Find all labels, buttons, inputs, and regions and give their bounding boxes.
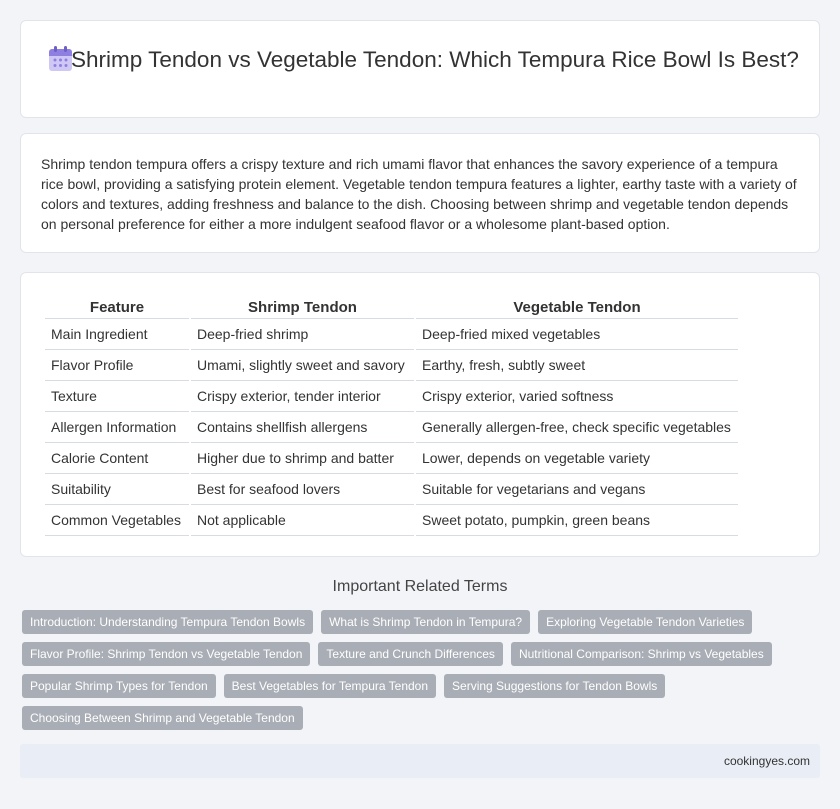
related-term-tag[interactable]: What is Shrimp Tendon in Tempura? — [321, 610, 530, 634]
table-cell: Earthy, fresh, subtly sweet — [416, 350, 738, 381]
table-cell: Main Ingredient — [45, 319, 189, 350]
column-header-shrimp: Shrimp Tendon — [191, 291, 414, 319]
intro-card — [20, 133, 820, 253]
table-cell: Best for seafood lovers — [191, 474, 414, 505]
table-cell: Texture — [45, 381, 189, 412]
related-term-tag[interactable]: Nutritional Comparison: Shrimp vs Vegetables — [511, 642, 772, 666]
related-term-tag[interactable]: Best Vegetables for Tempura Tendon — [224, 674, 436, 698]
intro-paragraph: Shrimp tendon tempura offers a crispy texture and rich umami flavor that enhances the savory experience of a tempura rice bowl, providing a satisfying protein element. Vegetable tendon tempura features a lighter, earthy taste with a variety of colors and textures, adding freshness and balance to the dish. Choosing between shrimp and vegetable tendon depends on personal preference for either a more indulgent seafood flavor or a wholesome plant-based option. — [41, 156, 797, 232]
table-row — [45, 350, 738, 381]
related-term-tag[interactable]: Exploring Vegetable Tendon Varieties — [538, 610, 752, 634]
table-header-row — [45, 291, 738, 319]
table-cell: Generally allergen-free, check specific vegetables — [416, 412, 738, 443]
table-row — [45, 474, 738, 505]
table-cell: Deep-fried shrimp — [191, 319, 414, 350]
table-cell: Crispy exterior, tender interior — [191, 381, 414, 412]
table-cell: Common Vegetables — [45, 505, 189, 536]
related-term-tag[interactable]: Popular Shrimp Types for Tendon — [22, 674, 216, 698]
footer-site-link[interactable]: cookingyes.com — [723, 754, 810, 768]
table-cell: Crispy exterior, varied softness — [416, 381, 738, 412]
table-cell: Flavor Profile — [45, 350, 189, 381]
table-cell: Umami, slightly sweet and savory — [191, 350, 414, 381]
related-terms-heading: Important Related Terms — [332, 578, 508, 595]
table-cell: Sweet potato, pumpkin, green beans — [416, 505, 738, 536]
table-row — [45, 319, 738, 350]
related-terms-list — [22, 610, 812, 730]
title-card — [20, 20, 820, 118]
page-title: Shrimp Tendon vs Vegetable Tendon: Which Tempura Rice Bowl Is Best? — [71, 47, 799, 72]
table-row — [45, 381, 738, 412]
column-header-vegetable: Vegetable Tendon — [416, 291, 738, 319]
table-cell: Allergen Information — [45, 412, 189, 443]
comparison-card — [20, 272, 820, 557]
table-row — [45, 443, 738, 474]
table-cell: Suitability — [45, 474, 189, 505]
table-row — [45, 412, 738, 443]
table-row — [45, 505, 738, 536]
related-term-tag[interactable]: Flavor Profile: Shrimp Tendon vs Vegetable Tendon — [22, 642, 310, 666]
footer — [20, 744, 820, 778]
related-term-tag[interactable]: Serving Suggestions for Tendon Bowls — [444, 674, 665, 698]
related-term-tag[interactable]: Texture and Crunch Differences — [318, 642, 503, 666]
table-cell: Lower, depends on vegetable variety — [416, 443, 738, 474]
table-cell: Contains shellfish allergens — [191, 412, 414, 443]
table-cell: Not applicable — [191, 505, 414, 536]
table-cell: Suitable for vegetarians and vegans — [416, 474, 738, 505]
table-cell: Calorie Content — [45, 443, 189, 474]
column-header-feature: Feature — [45, 291, 189, 319]
related-term-tag[interactable]: Choosing Between Shrimp and Vegetable Tendon — [22, 706, 303, 730]
related-term-tag[interactable]: Introduction: Understanding Tempura Tendon Bowls — [22, 610, 313, 634]
table-cell: Higher due to shrimp and batter — [191, 443, 414, 474]
comparison-table — [43, 291, 740, 536]
table-cell: Deep-fried mixed vegetables — [416, 319, 738, 350]
